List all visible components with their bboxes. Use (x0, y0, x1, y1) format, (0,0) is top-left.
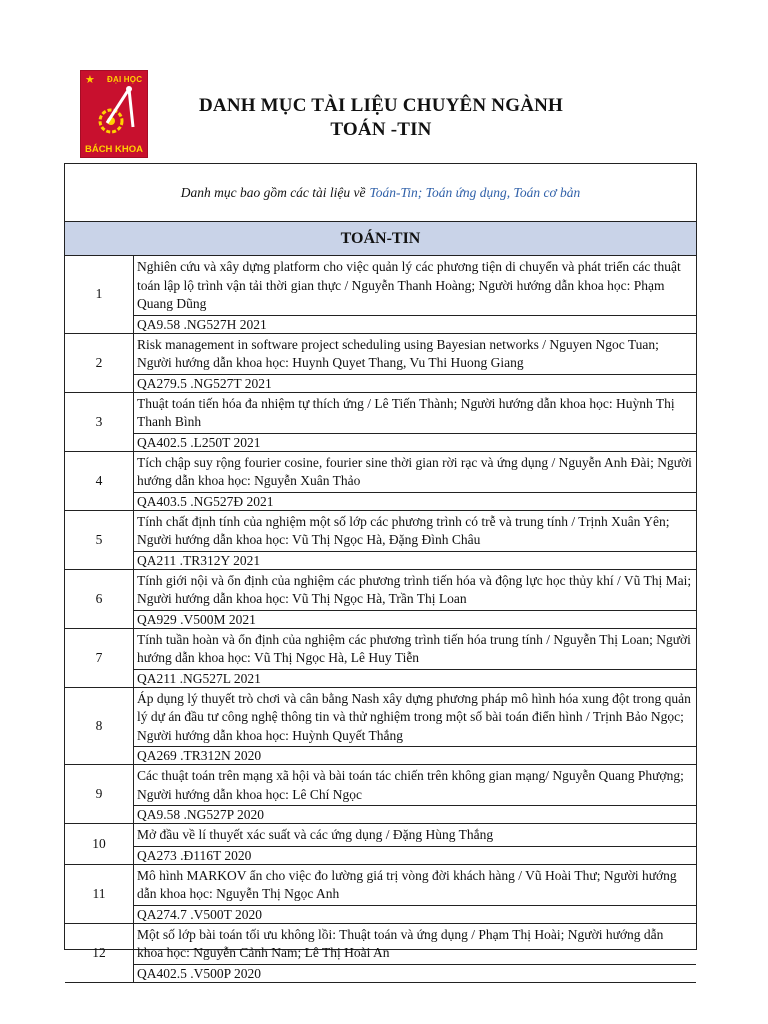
table-row (65, 629, 696, 688)
intro-text (65, 164, 696, 222)
table-row (65, 452, 696, 511)
entry-number: 9 (65, 765, 134, 823)
intro-prefix: Danh mục bao gồm các tài liệu về (180, 184, 366, 200)
table-row (65, 688, 696, 766)
page-title: DANH MỤC TÀI LIỆU CHUYÊN NGÀNH (198, 95, 564, 116)
table-row (65, 765, 696, 824)
call-number: QA403.5 .NG527Đ 2021 (134, 492, 696, 510)
call-number: QA274.7 .V500T 2020 (134, 905, 696, 923)
entry-number: 1 (65, 256, 134, 333)
compass-gear-icon (89, 83, 141, 141)
table-row (65, 511, 696, 570)
call-number: QA279.5 .NG527T 2021 (134, 374, 696, 392)
entry-description: Áp dụng lý thuyết trò chơi và cân bằng Nash xây dựng phương pháp mô hình hóa xung đột trong quản lý dự án đầu tư công nghệ thông tin và thử nghiệm trong một số bài toán điển hình / Trịnh Bảo Ngọc; Người hướng dẫn khoa học: Huỳnh Quyết Thắng (137, 690, 691, 743)
entry-number: 11 (65, 865, 134, 923)
entry-description: Tính giới nội và ổn định của nghiệm các phương trình tiến hóa và động lực học thủy khí / Vũ Thị Mai; Người hướng dẫn khoa học: Vũ Thị Ngọc Hà, Trần Thị Loan (137, 572, 692, 606)
call-number: QA211 .NG527L 2021 (134, 669, 696, 687)
entry-list (65, 256, 696, 983)
entry-description: Nghiên cứu và xây dựng platform cho việc quản lý các phương tiện di chuyển và phát triển các thuật toán lập lộ trình vận tải thời gian thực / Nguyễn Thanh Hoàng; Người hướng dẫn khoa học: Phạm Quang Dũng (137, 259, 681, 311)
call-number: QA9.58 .NG527P 2020 (134, 805, 696, 823)
entry-description: Tích chập suy rộng fourier cosine, fourier sine thời gian rời rạc và ứng dụng / Nguyễn Anh Đài; Người hướng dẫn khoa học: Nguyễn Xuân Thảo (137, 454, 692, 488)
entry-description: Các thuật toán trên mạng xã hội và bài toán tác chiến trên không gian mạng/ Nguyễn Quang Phượng; Người hướng dẫn khoa học: Lê Chí Ngọc (137, 768, 684, 802)
catalog-table (64, 163, 697, 981)
entry-description: Risk management in software project scheduling using Bayesian networks / Nguyen Ngoc Tuan; Người hướng dẫn khoa học: Huynh Quyet Thang, Vu Thi Huong Giang (137, 336, 659, 370)
entry-number: 6 (65, 570, 134, 628)
entry-number: 4 (65, 452, 134, 510)
logo-top-text: ĐẠI HỌC (107, 75, 143, 84)
entry-number: 3 (65, 393, 134, 451)
call-number: QA402.5 .V500P 2020 (134, 964, 696, 982)
call-number: QA9.58 .NG527H 2021 (134, 315, 696, 333)
entry-description: Tính tuần hoàn và ổn định của nghiệm các phương trình tiến hóa trung tính / Nguyễn Thị Loan; Người hướng dẫn khoa học: Vũ Thị Ngọc Hà, Lê Huy Tiễn (137, 631, 691, 665)
table-row (65, 824, 696, 865)
entry-number: 10 (65, 824, 134, 864)
table-row (65, 924, 696, 983)
call-number: QA211 .TR312Y 2021 (134, 551, 696, 569)
intro-topics: Toán-Tin; Toán ứng dụng, Toán cơ bản (369, 184, 581, 200)
call-number: QA929 .V500M 2021 (134, 610, 696, 628)
table-row (65, 256, 696, 334)
call-number: QA269 .TR312N 2020 (134, 746, 696, 764)
entry-description: Một số lớp bài toán tối ưu không lồi: Thuật toán và ứng dụng / Phạm Thị Hoài; Người hướng dẫn khoa học: Nguyễn Cảnh Nam; Lê Thị Hoài An (137, 926, 664, 960)
entry-description: Tính chất định tính của nghiệm một số lớp các phương trình có trễ và trung tính / Trịnh Xuân Yên; Người hướng dẫn khoa học: Vũ Thị Ngọc Hà, Đặng Đình Châu (137, 513, 670, 547)
entry-number: 5 (65, 511, 134, 569)
entry-description: Thuật toán tiến hóa đa nhiệm tự thích ứng / Lê Tiến Thành; Người hướng dẫn khoa học: Huỳnh Thị Thanh Bình (137, 395, 675, 429)
entry-description: Mở đầu về lí thuyết xác suất và các ứng dụng / Đặng Hùng Thắng (137, 827, 494, 842)
entry-number: 12 (65, 924, 134, 982)
table-row (65, 393, 696, 452)
entry-number: 7 (65, 629, 134, 687)
university-logo (80, 70, 148, 158)
entry-number: 8 (65, 688, 134, 765)
logo-bottom-text: BÁCH KHOA (84, 144, 144, 155)
page-subtitle: TOÁN -TIN (330, 119, 432, 140)
star-icon: ★ (85, 74, 95, 86)
entry-description: Mô hình MARKOV ẩn cho việc đo lường giá trị vòng đời khách hàng / Vũ Hoài Thư; Người hướng dẫn khoa học: Nguyễn Thị Ngọc Anh (137, 867, 677, 901)
call-number: QA402.5 .L250T 2021 (134, 433, 696, 451)
section-header: TOÁN-TIN (65, 222, 696, 256)
table-row (65, 865, 696, 924)
table-row (65, 570, 696, 629)
table-row (65, 334, 696, 393)
call-number: QA273 .Đ116T 2020 (134, 846, 696, 864)
entry-number: 2 (65, 334, 134, 392)
